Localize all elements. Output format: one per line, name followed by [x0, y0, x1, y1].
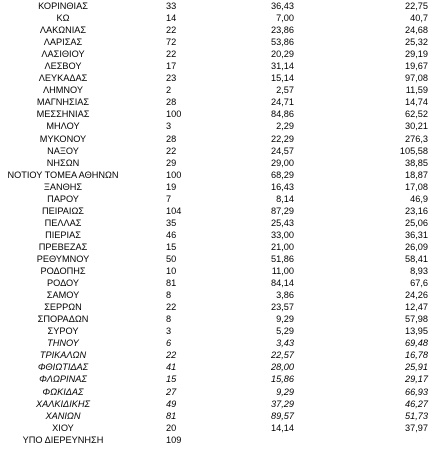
value-cell-1: 22,57: [271, 350, 294, 361]
table-row: [0, 157, 435, 169]
region-name-cell: ΜΥΚΟΝΟΥ: [39, 133, 87, 144]
region-name-cell: ΜΗΛΟΥ: [46, 121, 80, 132]
table-row: [0, 434, 435, 446]
table-row: [0, 373, 435, 385]
count-cell: 109: [166, 434, 182, 445]
count-cell: 22: [166, 350, 177, 361]
count-cell: 41: [166, 362, 177, 373]
table-row: [0, 72, 435, 84]
value-cell-1: 33,00: [271, 229, 294, 240]
value-cell-2: 58,41: [405, 253, 428, 264]
region-name-cell: ΝΑΞΟΥ: [47, 145, 79, 156]
region-name-cell: ΦΩΚΙΔΑΣ: [42, 386, 84, 397]
count-cell: 15: [166, 374, 177, 385]
region-name-cell: ΦΛΩΡΙΝΑΣ: [39, 374, 87, 385]
region-name-cell: ΡΟΔΟΠΗΣ: [40, 266, 86, 277]
value-cell-1: 25,43: [271, 217, 294, 228]
value-cell-2: 18,87: [405, 169, 428, 180]
table-row: [0, 253, 435, 265]
region-name-cell: ΚΩ: [56, 13, 70, 24]
table-row: [0, 361, 435, 373]
value-cell-2: 26,09: [405, 241, 428, 252]
value-cell-2: 105,58: [399, 145, 428, 156]
value-cell-2: 38,85: [405, 157, 428, 168]
value-cell-2: 25,06: [405, 217, 428, 228]
region-name-cell: ΦΘΙΩΤΙΔΑΣ: [37, 362, 89, 373]
table-row: [0, 349, 435, 361]
value-cell-1: 21,00: [271, 241, 294, 252]
table-row: [0, 386, 435, 398]
count-cell: 49: [166, 398, 177, 409]
value-cell-1: 87,29: [271, 205, 294, 216]
value-cell-1: 23,57: [271, 302, 294, 313]
value-cell-1: 24,71: [271, 97, 294, 108]
value-cell-2: 24,68: [405, 25, 428, 36]
value-cell-1: 29,00: [271, 157, 294, 168]
value-cell-2: 17,08: [405, 181, 428, 192]
count-cell: 27: [166, 386, 177, 397]
table-row: [0, 108, 435, 120]
value-cell-2: 13,95: [405, 326, 428, 337]
table-row: [0, 120, 435, 132]
value-cell-1: 15,86: [271, 374, 294, 385]
value-cell-1: 7,00: [276, 13, 294, 24]
table-row: [0, 169, 435, 181]
table-row: [0, 193, 435, 205]
value-cell-2: 62,52: [405, 109, 428, 120]
table-row: [0, 422, 435, 434]
value-cell-1: 51,86: [271, 253, 294, 264]
region-name-cell: ΛΗΜΝΟΥ: [42, 85, 84, 96]
count-cell: 50: [166, 253, 177, 264]
count-cell: 104: [166, 205, 182, 216]
table-row: [0, 205, 435, 217]
table-row: [0, 337, 435, 349]
count-cell: 100: [166, 109, 182, 120]
value-cell-2: 25,91: [405, 362, 428, 373]
region-name-cell: ΣΕΡΡΩΝ: [44, 302, 82, 313]
table-row: [0, 145, 435, 157]
table-row: [0, 229, 435, 241]
value-cell-1: 2,57: [276, 85, 294, 96]
count-cell: 72: [166, 37, 177, 48]
region-name-cell: ΝΗΣΩΝ: [46, 157, 80, 168]
value-cell-1: 3,43: [276, 338, 294, 349]
value-cell-1: 16,43: [271, 181, 294, 192]
region-name-cell: ΚΟΡΙΝΘΙΑΣ: [38, 1, 88, 11]
value-cell-1: 68,29: [271, 169, 294, 180]
region-name-cell: ΠΑΡΟΥ: [47, 193, 79, 204]
value-cell-1: 36,43: [271, 1, 294, 11]
value-cell-2: 16,78: [405, 350, 428, 361]
region-name-cell: ΠΕΛΛΑΣ: [44, 217, 82, 228]
value-cell-2: 30,21: [405, 121, 428, 132]
value-cell-2: 23,16: [405, 205, 428, 216]
value-cell-1: 89,57: [271, 410, 294, 421]
value-cell-1: 37,29: [271, 398, 294, 409]
region-name-cell: ΜΑΓΝΗΣΙΑΣ: [36, 97, 90, 108]
count-cell: 22: [166, 302, 177, 313]
table-row: [0, 289, 435, 301]
value-cell-1: 11,00: [271, 266, 294, 277]
region-name-cell: ΧΑΛΚΙΔΙΚΗΣ: [35, 398, 91, 409]
table-row: [0, 398, 435, 410]
count-cell: 81: [166, 410, 177, 421]
value-cell-2: 46,9: [410, 193, 428, 204]
count-cell: 15: [166, 241, 177, 252]
value-cell-1: 20,29: [271, 49, 294, 60]
count-cell: 14: [166, 13, 177, 24]
value-cell-2: 36,31: [405, 229, 428, 240]
value-cell-2: 46,27: [405, 398, 428, 409]
table-row: [0, 217, 435, 229]
value-cell-2: 276,3: [405, 133, 428, 144]
region-name-cell: ΠΙΕΡΙΑΣ: [45, 229, 81, 240]
count-cell: 46: [166, 229, 177, 240]
region-name-cell: ΧΙΟΥ: [52, 422, 74, 433]
value-cell-1: 9,29: [276, 314, 294, 325]
count-cell: 22: [166, 25, 177, 36]
count-cell: 2: [166, 85, 172, 96]
region-name-cell: ΡΕΘΥΜΝΟΥ: [36, 253, 90, 264]
value-cell-2: 24,26: [405, 290, 428, 301]
table-row: [0, 181, 435, 193]
region-name-cell: ΛΕΥΚΑΔΑΣ: [38, 73, 88, 84]
table-row: [0, 301, 435, 313]
region-name-cell: ΠΡΕΒΕΖΑΣ: [38, 241, 88, 252]
count-cell: 6: [166, 338, 172, 349]
count-cell: 10: [166, 266, 177, 277]
value-cell-1: 22,29: [271, 133, 294, 144]
region-name-cell: ΥΠΟ ΔΙΕΡΕΥΝΗΣΗ: [22, 434, 104, 445]
count-cell: 33: [166, 1, 177, 11]
count-cell: 22: [166, 145, 177, 156]
region-name-cell: ΣΥΡΟΥ: [47, 326, 79, 337]
region-name-cell: ΠΕΙΡΑΙΩΣ: [42, 205, 84, 216]
value-cell-2: 29,17: [405, 374, 428, 385]
table-row: [0, 12, 435, 24]
count-cell: 81: [166, 278, 177, 289]
value-cell-1: 84,14: [271, 278, 294, 289]
table-row: [0, 277, 435, 289]
value-cell-1: 2,29: [276, 121, 294, 132]
region-name-cell: ΛΑΚΩΝΙΑΣ: [39, 25, 87, 36]
value-cell-1: 3,86: [276, 290, 294, 301]
value-cell-2: 19,67: [405, 61, 428, 72]
value-cell-2: 97,08: [405, 73, 428, 84]
value-cell-2: 69,48: [405, 338, 428, 349]
value-cell-2: 29,19: [405, 49, 428, 60]
table-row: [0, 410, 435, 422]
count-cell: 3: [166, 326, 172, 337]
count-cell: 100: [166, 169, 182, 180]
region-name-cell: ΧΑΝΙΩΝ: [45, 410, 81, 421]
value-cell-1: 9,29: [276, 386, 294, 397]
region-name-cell: ΤΗΝΟΥ: [47, 338, 79, 349]
count-cell: 19: [166, 181, 177, 192]
value-cell-2: 25,32: [405, 37, 428, 48]
count-cell: 8: [166, 314, 172, 325]
table-row: [0, 24, 435, 36]
value-cell-2: 37,97: [405, 422, 428, 433]
table-row: [0, 265, 435, 277]
region-name-cell: ΣΑΜΟΥ: [46, 290, 80, 301]
value-cell-1: 5,29: [276, 326, 294, 337]
table-row: [0, 313, 435, 325]
count-cell: 29: [166, 157, 177, 168]
value-cell-1: 14,14: [271, 422, 294, 433]
value-cell-1: 53,86: [271, 37, 294, 48]
region-name-cell: ΛΑΣΙΘΙΟΥ: [41, 49, 85, 60]
value-cell-2: 11,59: [405, 85, 428, 96]
table-row: [0, 84, 435, 96]
count-cell: 28: [166, 97, 177, 108]
region-name-cell: ΛΕΣΒΟΥ: [44, 61, 82, 72]
table-row: [0, 48, 435, 60]
table-row: [0, 96, 435, 108]
region-name-cell: ΡΟΔΟΥ: [46, 278, 79, 289]
value-cell-2: 51,73: [405, 410, 428, 421]
count-cell: 35: [166, 217, 177, 228]
value-cell-2: 40,7: [410, 13, 428, 24]
value-cell-2: 67,6: [410, 278, 428, 289]
value-cell-1: 84,86: [271, 109, 294, 120]
value-cell-1: 15,14: [271, 73, 294, 84]
count-cell: 8: [166, 290, 172, 301]
table-row: [0, 36, 435, 48]
table-row: [0, 60, 435, 72]
count-cell: 22: [166, 49, 177, 60]
table-row: [0, 133, 435, 145]
count-cell: 7: [166, 193, 172, 204]
region-name-cell: ΜΕΣΣΗΝΙΑΣ: [36, 109, 90, 120]
region-name-cell: ΣΠΟΡΑΔΩΝ: [37, 314, 89, 325]
count-cell: 17: [166, 61, 177, 72]
count-cell: 23: [166, 73, 177, 84]
region-name-cell: ΤΡΙΚΑΛΩΝ: [39, 350, 87, 361]
value-cell-2: 22,75: [405, 1, 428, 11]
value-cell-2: 66,93: [405, 386, 428, 397]
value-cell-1: 8,14: [276, 193, 294, 204]
value-cell-1: 31,14: [271, 61, 294, 72]
count-cell: 28: [166, 133, 177, 144]
region-name-cell: ΛΑΡΙΣΑΣ: [43, 37, 83, 48]
value-cell-2: 14,74: [405, 97, 428, 108]
count-cell: 20: [166, 422, 177, 433]
table-row: [0, 0, 435, 12]
table-row: [0, 241, 435, 253]
count-cell: 3: [166, 121, 172, 132]
region-name-cell: ΝΟΤΙΟΥ ΤΟΜΕΑ ΑΘΗΝΩΝ: [7, 169, 119, 180]
value-cell-1: 28,00: [271, 362, 294, 373]
value-cell-2: 57,98: [405, 314, 428, 325]
region-name-cell: ΞΑΝΘΗΣ: [43, 181, 83, 192]
value-cell-1: 23,86: [271, 25, 294, 36]
value-cell-1: 24,57: [271, 145, 294, 156]
value-cell-2: 12,47: [405, 302, 428, 313]
table-row: [0, 325, 435, 337]
value-cell-2: 8,93: [410, 266, 428, 277]
